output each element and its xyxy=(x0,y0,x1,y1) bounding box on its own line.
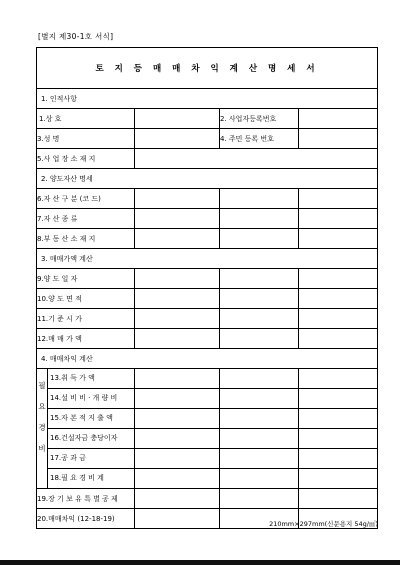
field-business-address[interactable] xyxy=(135,149,378,169)
field-long-term-deduction-2[interactable] xyxy=(220,489,299,509)
label-business-address: 5.사 업 장 소 재 지 xyxy=(37,149,135,169)
field-property-location-2[interactable] xyxy=(220,229,299,249)
section-profit-calc: 4. 매매차익 계산 xyxy=(37,349,378,369)
field-standard-price-1[interactable] xyxy=(135,309,220,329)
field-person-name[interactable] xyxy=(135,129,220,149)
field-transfer-area-1[interactable] xyxy=(135,289,220,309)
label-sale-amount: 12.매 매 가 액 xyxy=(37,329,135,349)
field-sale-amount-3[interactable] xyxy=(299,329,378,349)
bottom-border-bar xyxy=(0,560,400,565)
label-facility-cost: 14.설 비 비 · 개 량 비 xyxy=(48,389,134,409)
label-long-term-deduction: 19.장 기 보 유 특 별 공 제 xyxy=(37,489,135,509)
field-asset-class-3[interactable] xyxy=(299,189,378,209)
field-trade-name[interactable] xyxy=(135,109,220,129)
field-standard-price-2[interactable] xyxy=(220,309,299,329)
label-transfer-area: 10.양 도 면 적 xyxy=(37,289,135,309)
section-personal-info: 1. 인적사항 xyxy=(37,89,378,109)
field-asset-class-2[interactable] xyxy=(220,189,299,209)
field-transfer-area-3[interactable] xyxy=(299,289,378,309)
field-trading-profit-1[interactable] xyxy=(135,509,220,529)
label-construction-interest: 16.건설자금 충당이자 xyxy=(48,429,134,449)
field-asset-type-2[interactable] xyxy=(220,209,299,229)
paper-size-note: 210mm×297mm(신문용지 54g/㎡) xyxy=(269,520,378,528)
label-trade-name: 1.상 호 xyxy=(37,109,135,129)
expenses-col-3[interactable] xyxy=(299,369,378,489)
field-business-reg-no[interactable] xyxy=(299,109,378,129)
label-transfer-date: 9.양 도 일 자 xyxy=(37,269,135,289)
field-long-term-deduction-3[interactable] xyxy=(299,489,378,509)
field-property-location-3[interactable] xyxy=(299,229,378,249)
section-sale-price: 3. 매매가액 계산 xyxy=(37,249,378,269)
label-capital-expenditure: 15.자 본 적 지 출 액 xyxy=(48,409,134,429)
label-asset-type: 7.자 산 종 류 xyxy=(37,209,135,229)
calculation-form-table xyxy=(36,47,378,529)
field-sale-amount-1[interactable] xyxy=(135,329,220,349)
form-number: [별지 제30-1호 서식] xyxy=(38,32,114,41)
expenses-col-1[interactable] xyxy=(135,369,220,489)
field-standard-price-3[interactable] xyxy=(299,309,378,329)
field-resident-no[interactable] xyxy=(299,129,378,149)
field-sale-amount-2[interactable] xyxy=(220,329,299,349)
field-transfer-date-3[interactable] xyxy=(299,269,378,289)
label-asset-class: 6.자 산 구 분 (코 드) xyxy=(37,189,135,209)
label-trading-profit: 20.매매차익 (12-18-19) xyxy=(37,509,135,529)
label-resident-no: 4. 주민 등록 번호 xyxy=(220,129,299,149)
expenses-col-2[interactable] xyxy=(220,369,299,489)
section-asset-details: 2. 양도자산 명세 xyxy=(37,169,378,189)
label-public-charges: 17.공 과 금 xyxy=(48,449,134,469)
field-asset-type-3[interactable] xyxy=(299,209,378,229)
label-total-expenses: 18.필 요 경 비 계 xyxy=(50,474,104,482)
field-asset-type-1[interactable] xyxy=(135,209,220,229)
label-acquisition-price: 13.취 득 가 액 xyxy=(48,369,134,389)
field-long-term-deduction-1[interactable] xyxy=(135,489,220,509)
field-transfer-area-2[interactable] xyxy=(220,289,299,309)
label-property-location: 8.부 동 산 소 재 지 xyxy=(37,229,135,249)
form-title: 토 지 등 매 매 차 익 계 산 명 세 서 xyxy=(37,48,378,89)
field-property-location-1[interactable] xyxy=(135,229,220,249)
label-person-name: 3.성 명 xyxy=(37,129,135,149)
field-asset-class-1[interactable] xyxy=(135,189,220,209)
label-standard-price: 11.기 준 시 가 xyxy=(37,309,135,329)
field-transfer-date-1[interactable] xyxy=(135,269,220,289)
field-transfer-date-2[interactable] xyxy=(220,269,299,289)
label-business-reg-no: 2. 사업자등록번호 xyxy=(220,109,299,129)
label-necessary-expenses: 필 요 경 비 xyxy=(37,369,48,488)
necessary-expenses-block xyxy=(37,369,135,489)
